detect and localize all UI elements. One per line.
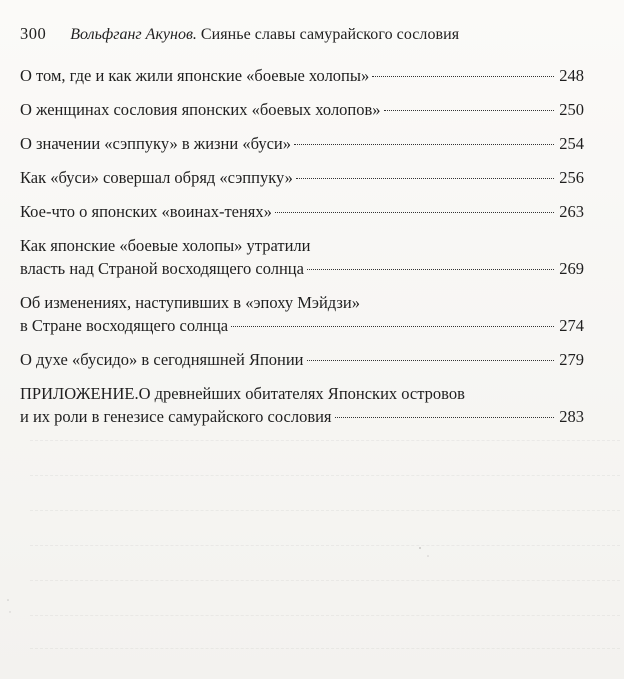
toc-entry-page: 283 bbox=[559, 407, 584, 426]
dot-leader bbox=[307, 269, 554, 270]
toc-entry bbox=[20, 98, 584, 121]
toc-entry-page: 263 bbox=[559, 202, 584, 221]
bleed-through-line bbox=[30, 545, 620, 547]
toc-entry bbox=[20, 234, 584, 280]
toc-entry-title-line: Как японские «боевые холопы» утратили bbox=[20, 236, 311, 255]
toc-entry-title-line: и их роли в генезисе самурайского сословия bbox=[20, 407, 332, 426]
bleed-through-line bbox=[30, 615, 620, 617]
bleed-through-line bbox=[30, 510, 620, 512]
bleed-through-line bbox=[30, 475, 620, 477]
toc-entry-title: Кое-что о японских «воинах-тенях» bbox=[20, 202, 272, 221]
toc-entry-title-line: в Стране восходящего солнца bbox=[20, 316, 229, 335]
bleed-through-line bbox=[30, 648, 620, 650]
toc-entry bbox=[20, 166, 584, 189]
toc-entry-page: 248 bbox=[559, 66, 584, 85]
toc-entry-title-line: власть над Страной восходящего солнца bbox=[20, 259, 304, 278]
dot-leader bbox=[275, 212, 554, 213]
dot-leader bbox=[372, 76, 554, 77]
dot-leader bbox=[384, 110, 554, 111]
page-number: 300 bbox=[20, 24, 47, 43]
toc-entry-title-line: Об изменениях, наступивших в «эпоху Мэйдзи» bbox=[20, 293, 360, 312]
dot-leader bbox=[296, 178, 554, 179]
dot-leader bbox=[335, 417, 554, 418]
toc-entry-title: О духе «бусидо» в сегодняшней Японии bbox=[20, 350, 304, 369]
toc-entry bbox=[20, 291, 584, 337]
toc-entry bbox=[20, 132, 584, 155]
toc-entry-title: О женщинах сословия японских «боевых холопов» bbox=[20, 100, 381, 119]
toc-entry bbox=[20, 64, 584, 87]
toc-entry-title: Как «буси» совершал обряд «сэппуку» bbox=[20, 168, 293, 187]
toc-entry bbox=[20, 382, 584, 428]
toc-entry-page: 250 bbox=[559, 100, 584, 119]
toc-entry bbox=[20, 200, 584, 223]
dot-leader bbox=[307, 360, 554, 361]
toc-entry-page: 256 bbox=[559, 168, 584, 187]
toc-entry-page: 279 bbox=[559, 350, 584, 369]
dot-leader bbox=[294, 144, 554, 145]
dot-leader bbox=[231, 326, 554, 327]
toc-entry-page: 274 bbox=[559, 316, 584, 335]
toc-entry bbox=[20, 348, 584, 371]
toc-entry-page: 269 bbox=[559, 259, 584, 278]
running-head bbox=[20, 22, 604, 46]
table-of-contents bbox=[20, 64, 584, 439]
toc-entry-title-line: ПРИЛОЖЕНИЕ.О древнейших обитателях Японских островов bbox=[20, 384, 465, 403]
bleed-through-line bbox=[30, 580, 620, 582]
toc-entry-title: О том, где и как жили японские «боевые холопы» bbox=[20, 66, 370, 85]
bleed-through-line bbox=[30, 440, 620, 442]
running-head-title: Сиянье славы самурайского сословия bbox=[200, 26, 460, 43]
toc-entry-title: О значении «сэппуку» в жизни «буси» bbox=[20, 134, 291, 153]
running-head-author: Вольфганг Акунов. bbox=[70, 26, 197, 43]
toc-entry-page: 254 bbox=[559, 134, 584, 153]
